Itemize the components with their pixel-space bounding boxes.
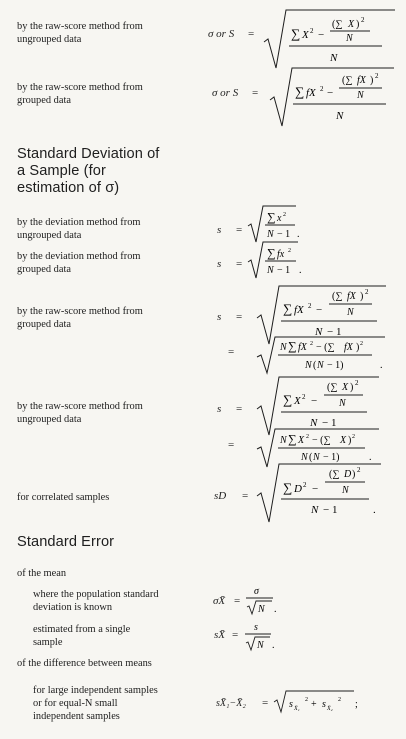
formula-sd-grouped-raw [268,66,396,128]
s-symbol: s [217,258,222,270]
formula-se-estimated [243,619,288,655]
s-symbol: s [217,311,222,323]
label-line: grouped data [17,319,71,330]
equals-sign: = [236,311,243,323]
svg-text:2: 2 [288,248,291,254]
svg-text:fX: fX [357,75,366,86]
of-the-mean-label: of the mean [17,568,67,579]
svg-text:X: X [294,395,301,407]
svg-text:fx: fx [277,249,285,260]
label-line: by the raw-score method from [17,82,143,93]
svg-text:): ) [350,382,354,393]
label-line: ungrouped data [17,230,82,241]
svg-text:N: N [336,110,344,122]
equals-sign: = [236,224,243,236]
heading-line: a Sample (for [17,163,106,179]
label-line: ungrouped data [17,34,82,45]
label-line: by the deviation method from [17,251,141,262]
svg-text:x: x [277,213,282,224]
svg-text:2: 2 [365,288,369,296]
svg-text:(∑: (∑ [329,469,340,480]
svg-text:X̄₂: X̄₂ [327,706,333,712]
label-line: by the raw-score method from [17,21,143,32]
svg-text:fX: fX [294,304,304,316]
dev-ungrouped-label [17,216,141,242]
svg-text:N: N [330,52,338,64]
s-symbol: s [217,224,222,236]
formula-se-known [244,583,289,619]
svg-text:∑: ∑ [267,246,276,260]
svg-text:X: X [348,19,355,30]
equals-sign: = [228,346,235,358]
svg-text:− (∑: − (∑ [316,342,335,353]
formula-sd-ungrouped-raw [262,8,397,70]
svg-text:− 1): − 1) [323,452,340,463]
svg-text:X: X [342,382,349,393]
sigma-or-s-symbol: σ or S [208,28,235,40]
svg-text:N: N [305,360,312,371]
svg-text:N: N [313,452,320,463]
svg-text:N: N [258,604,265,615]
svg-text:− 1: − 1 [277,229,291,240]
label-line: for large independent samples [33,685,158,696]
ungrouped-raw-label [17,20,143,46]
formula-sd-raw-grouped-sample-alt [255,335,390,375]
svg-text:− 1: − 1 [323,504,338,516]
formula-sd-dev-ungrouped [246,204,306,244]
svg-text:X: X [302,29,309,41]
label-line: independent samples [33,711,120,722]
svg-text:2: 2 [306,434,309,440]
svg-text:2: 2 [338,697,341,703]
svg-text:fX: fX [306,87,316,99]
svg-text:(: ( [309,452,313,463]
svg-text:N: N [311,504,319,516]
svg-text:.: . [369,452,372,463]
equals-sign: = [248,28,255,40]
label-line: by the raw-score method from [17,401,143,412]
svg-text:σ: σ [254,586,259,597]
svg-text:(∑: (∑ [332,19,343,30]
svg-text:s: s [254,622,258,633]
equals-sign: = [242,490,249,502]
formula-sd-dev-grouped [246,240,308,280]
svg-text:2: 2 [308,302,312,310]
svg-text:2: 2 [302,393,306,401]
label-line: grouped data [17,95,71,106]
svg-text:.: . [373,504,376,516]
dev-grouped-label [17,250,141,276]
correlated-label: for correlated samples [17,492,110,503]
heading-line: estimation of σ) [17,180,120,196]
svg-text:N: N [315,326,323,338]
svg-text:2: 2 [305,697,308,703]
svg-text:N: N [357,90,364,101]
svg-text:fX: fX [298,342,307,353]
svg-text:− 1: − 1 [322,417,337,429]
svg-text:): ) [352,469,356,480]
formula-sd-correlated [255,462,390,524]
svg-text:s: s [322,699,326,710]
svg-text:(∑: (∑ [327,382,338,393]
svg-text:X: X [298,435,305,446]
equals-sign: = [236,403,243,415]
sigma-xbar-symbol: σX̄ [213,595,226,607]
svg-text:+: + [311,699,317,710]
svg-text:∑: ∑ [291,26,301,41]
svg-text:N: N [310,417,318,429]
label-line: by the raw-score method from [17,306,143,317]
raw-ungrouped-sample-label [17,400,143,426]
svg-text:∑: ∑ [288,432,297,446]
sample-sd-heading [17,146,159,197]
svg-text:2: 2 [320,85,324,93]
svg-text:N: N [317,360,324,371]
svg-text:.: . [380,360,383,371]
svg-text:− 1: − 1 [327,326,342,338]
svg-text:): ) [356,342,360,353]
svg-text:.: . [274,604,277,615]
label-line: where the population standard [33,589,159,600]
label-line: or for equal-N small [33,698,118,709]
svg-text:− 1): − 1) [327,360,344,371]
s-symbol: s [217,403,222,415]
sigma-or-s-symbol: σ or S [212,87,239,99]
of-difference-label: of the difference between means [17,658,152,669]
svg-text:−: − [327,87,334,99]
svg-text:2: 2 [357,466,361,474]
label-line: by the deviation method from [17,217,141,228]
svg-text:.: . [297,229,300,240]
svg-text:∑: ∑ [288,339,297,353]
raw-grouped-sample-label [17,305,143,331]
svg-text:.: . [272,640,275,651]
equals-sign: = [232,629,239,641]
standard-error-heading: Standard Error [17,534,115,550]
svg-text:(∑: (∑ [342,75,353,86]
svg-text:N: N [301,452,308,463]
se-estimated-label [33,623,130,649]
svg-text:N: N [339,398,346,409]
svg-text:N: N [347,307,354,318]
svg-text:2: 2 [352,434,355,440]
svg-text:∑: ∑ [283,392,293,407]
svg-text:(: ( [313,360,317,371]
heading-line: Standard Deviation of [17,146,160,162]
svg-text:−: − [316,304,323,316]
svg-text:∑: ∑ [267,210,276,224]
svg-text:2: 2 [355,379,359,387]
svg-text:N: N [346,33,353,44]
svg-text:2: 2 [361,16,365,24]
svg-text:2: 2 [310,341,313,347]
label-line: deviation is known [33,602,113,613]
svg-text:X: X [340,435,347,446]
equals-sign: = [234,595,241,607]
svg-text:N: N [342,485,349,496]
svg-text:;: ; [355,699,358,710]
svg-text:−: − [312,483,319,495]
equals-sign: = [252,87,259,99]
equals-sign: = [262,697,269,709]
svg-text:N: N [280,435,287,446]
svg-text:− 1: − 1 [277,265,291,276]
svg-text:−: − [311,395,318,407]
svg-text:N: N [267,229,274,240]
svg-text:∑: ∑ [283,301,293,316]
grouped-raw-label [17,81,143,107]
svg-text:−: − [318,29,325,41]
svg-text:2: 2 [303,481,307,489]
svg-text:∑: ∑ [283,480,293,495]
label-line: ungrouped data [17,414,82,425]
s-xbar-symbol: sX̄ [214,629,225,641]
label-line: sample [33,637,63,648]
equals-sign: = [228,439,235,451]
se-known-label [33,588,159,614]
svg-text:2: 2 [375,72,379,80]
svg-text:): ) [370,75,374,86]
svg-text:): ) [348,435,352,446]
svg-text:(∑: (∑ [332,291,343,302]
svg-text:2: 2 [360,341,363,347]
svg-text:): ) [360,291,364,302]
svg-text:N: N [257,640,264,651]
formula-se-difference [272,688,368,716]
svg-text:∑: ∑ [295,84,305,99]
svg-text:D: D [344,469,352,480]
equals-sign: = [236,258,243,270]
s-d-symbol: sD [214,490,227,502]
svg-text:X̄₁: X̄₁ [294,706,300,712]
svg-text:N: N [280,342,287,353]
svg-text:2: 2 [283,212,286,218]
svg-text:): ) [356,19,360,30]
label-line: grouped data [17,264,71,275]
svg-text:.: . [299,265,302,276]
s-diff-symbol: sX̄₁−X̄₂ [216,698,246,709]
svg-text:2: 2 [310,27,314,35]
svg-text:− (∑: − (∑ [312,435,331,446]
svg-text:D: D [294,483,302,495]
se-large-label [33,684,158,723]
svg-text:s: s [289,699,293,710]
svg-text:N: N [267,265,274,276]
svg-text:fX: fX [347,291,356,302]
label-line: estimated from a single [33,624,131,635]
svg-text:fX: fX [344,342,353,353]
